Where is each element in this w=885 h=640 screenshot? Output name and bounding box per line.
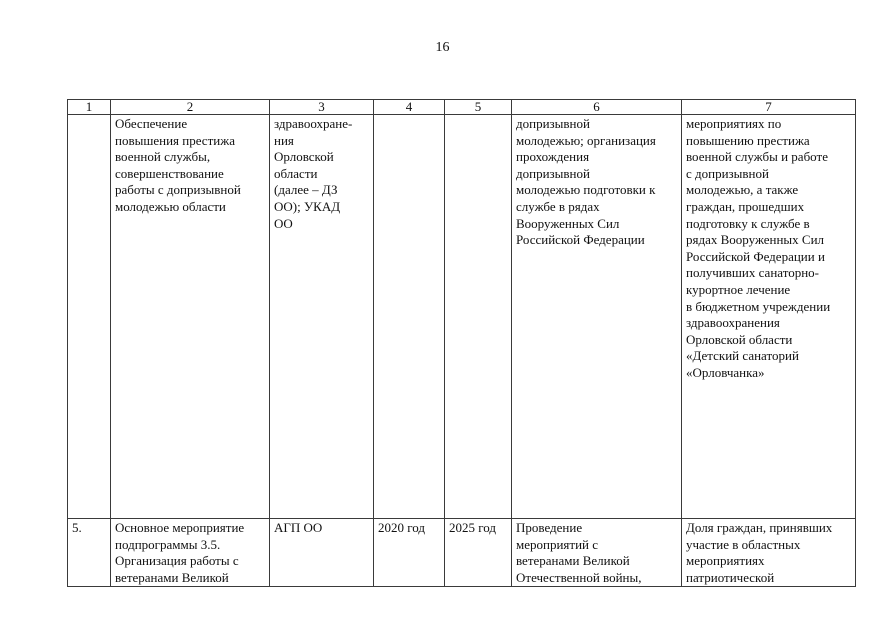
cell-text-line: получивших санаторно- [686,265,820,281]
cell-indicator [682,519,856,587]
cell-indicator [682,115,856,519]
header-col-5: 5 [445,100,512,115]
cell-text-line: здравоохранения [686,315,780,331]
cell-text-line: молодежью области [115,198,226,214]
cell-text-line: совершенствование [115,165,224,181]
cell-text-line: повышения престижа [115,132,235,148]
page-number: 16 [435,40,450,55]
cell-executor [270,115,374,519]
cell-start-year [374,519,445,587]
cell-text-line: ветеранами Великой [115,569,229,585]
cell-text-line: граждан, прошедших [686,198,805,214]
header-col-4: 4 [374,100,445,115]
cell-text-line: 2025 год [449,520,496,535]
cell-text-line: работы с допризывной [115,182,241,198]
cell-text-line: рядах Вооруженных Сил [686,232,825,248]
header-col-1: 1 [68,100,111,115]
cell-text-line: патриотической [686,569,775,585]
cell-text-line: мероприятиях по [686,116,782,131]
cell-end-year [445,115,512,519]
cell-text-line: участие в областных [686,536,801,552]
cell-text-line: допризывной [516,116,590,131]
cell-executor [270,519,374,587]
cell-text-line: Вооруженных Сил [516,215,620,231]
cell-text-line: Российской Федерации и [686,248,825,264]
cell-text-line: мероприятиях [686,553,765,569]
header-col-2: 2 [111,100,270,115]
cell-text-line: Проведение [516,520,583,535]
cell-text-line: молодежью, а также [686,182,799,198]
cell-number [68,519,111,587]
cell-text-line: ветеранами Великой [516,553,630,569]
cell-text-line: военной службы, [115,149,211,165]
cell-text-line: военной службы и работе [686,149,828,165]
header-col-3: 3 [270,100,374,115]
cell-text-line: подпрограммы 3.5. [115,536,221,552]
cell-text-line: с допризывной [686,165,769,181]
cell-activity [111,519,270,587]
cell-start-year [374,115,445,519]
table-row [68,519,856,587]
header-row [68,100,856,115]
cell-text-line: Отечественной войны, [516,569,642,585]
cell-text-line: молодежью подготовки к [516,182,656,198]
cell-text-line: службе в рядах [516,198,600,214]
cell-text-line: допризывной [516,165,590,181]
cell-text-line: Орловской [274,149,334,165]
cell-number [68,115,111,519]
cell-text-line: 5. [72,520,82,535]
cell-text-line: Доля граждан, принявших [686,520,833,535]
cell-text-line: (далее – ДЗ [274,182,338,198]
cell-text-line: подготовку к службе в [686,215,810,231]
cell-text-line: АГП ОО [274,520,323,535]
cell-text-line: молодежью; организация [516,132,656,148]
cell-text-line: ОО); УКАД [274,198,341,214]
cell-text-line: 2020 год [378,520,425,535]
cell-text-line: «Детский санаторий [686,348,799,364]
cell-description [512,115,682,519]
cell-activity [111,115,270,519]
cell-text-line: прохождения [516,149,590,165]
cell-text-line: Обеспечение [115,116,188,131]
cell-text-line: области [274,165,318,181]
cell-text-line: Российской Федерации [516,232,645,248]
cell-text-line: «Орловчанка» [686,364,765,380]
table-row [68,115,856,519]
cell-text-line: ния [274,132,294,148]
header-col-7: 7 [682,100,856,115]
cell-text-line: здравоохране- [274,116,353,131]
cell-description [512,519,682,587]
cell-text-line: повышению престижа [686,132,810,148]
cell-text-line: мероприятий с [516,536,599,552]
cell-end-year [445,519,512,587]
cell-text-line: Основное мероприятие [115,520,245,535]
cell-text-line: Организация работы с [115,553,239,569]
data-table [67,99,856,587]
cell-text-line: ОО [274,215,293,231]
header-col-6: 6 [512,100,682,115]
cell-text-line: в бюджетном учреждении [686,298,831,314]
cell-text-line: курортное лечение [686,281,791,297]
cell-text-line: Орловской области [686,331,793,347]
